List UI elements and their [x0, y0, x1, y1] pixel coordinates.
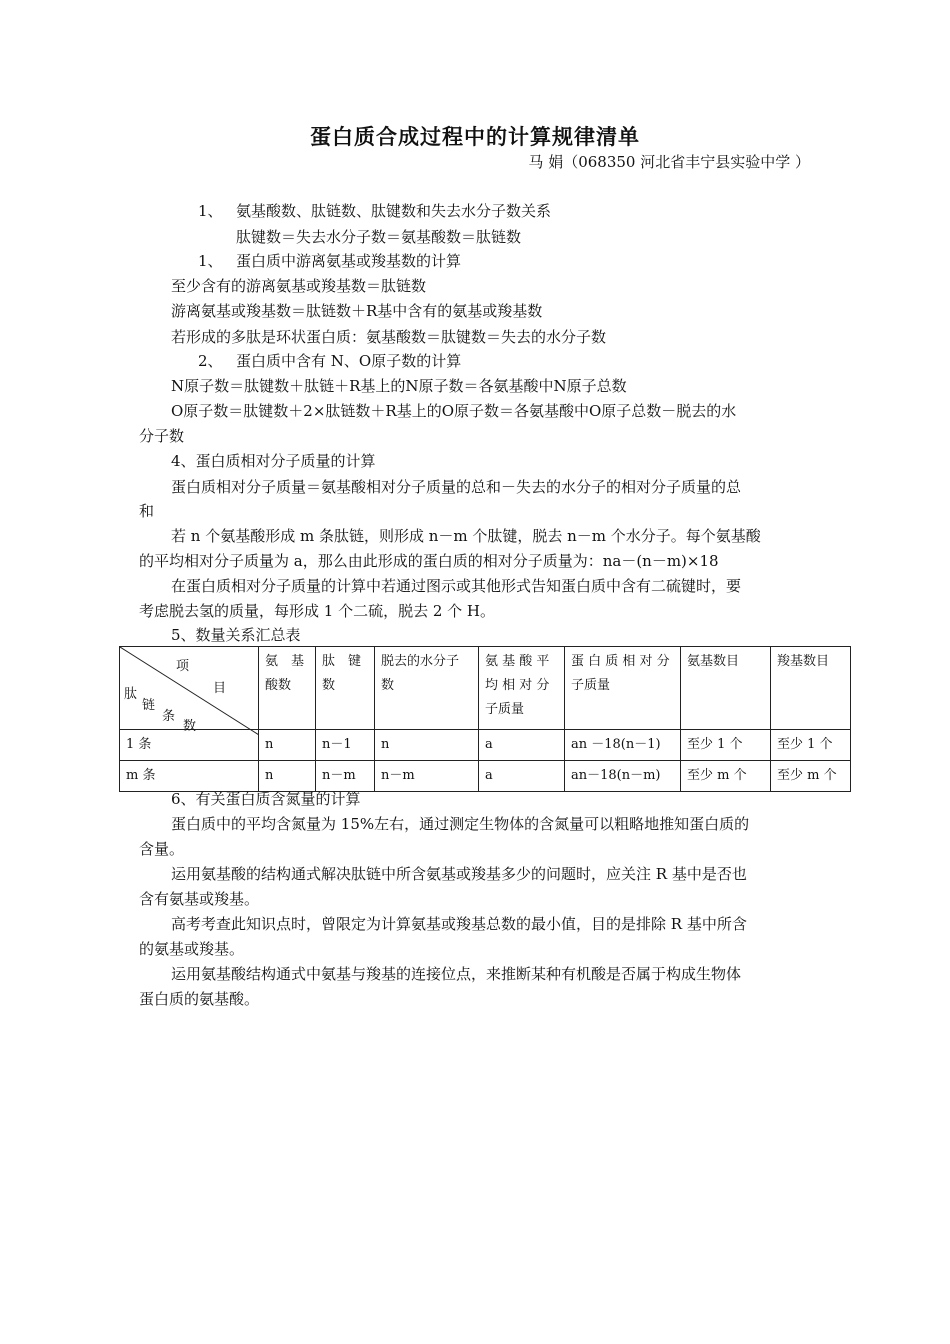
- corner-label: 链: [142, 698, 156, 713]
- section-title: 蛋白质中含有 N、O原子数的计算: [236, 352, 462, 370]
- paragraph: 含量。: [139, 840, 185, 858]
- table-cell: m 条: [120, 761, 259, 792]
- paragraph: 运用氨基酸的结构通式解决肽链中所含氨基或羧基多少的问题时，应关注 R 基中是否也: [171, 865, 747, 883]
- corner-label: 项: [176, 659, 190, 674]
- section-2-heading: [198, 251, 461, 271]
- section-3-heading: [198, 351, 461, 371]
- table-cell: n: [375, 730, 479, 761]
- header-cell: 氨基数目: [681, 647, 771, 730]
- paragraph: 至少含有的游离氨基或羧基数＝肽链数: [171, 277, 427, 295]
- paragraph: 运用氨基酸结构通式中氨基与羧基的连接位点，来推断某种有机酸是否属于构成生物体: [171, 965, 742, 983]
- table-cell: a: [479, 761, 565, 792]
- paragraph: 蛋白质中的平均含氮量为 15%左右，通过测定生物体的含氮量可以粗略地推知蛋白质的: [171, 815, 750, 833]
- header-cell: 羧基数目: [771, 647, 851, 730]
- table-cell: n－1: [316, 730, 375, 761]
- section-title: 蛋白质中游离氨基或羧基数的计算: [236, 252, 462, 270]
- table-cell: n－m: [375, 761, 479, 792]
- section-5-heading: 5、数量关系汇总表: [171, 626, 301, 644]
- table-cell: 至少 1 个: [681, 730, 771, 761]
- table-cell: 至少 m 个: [771, 761, 851, 792]
- paragraph: 蛋白质相对分子质量＝氨基酸相对分子质量的总和－失去的水分子的相对分子质量的总: [171, 478, 742, 496]
- paragraph: 肽键数＝失去水分子数＝氨基酸数＝肽链数: [236, 228, 522, 246]
- table-row: [120, 761, 851, 792]
- header-cell: 肽 键 数: [316, 647, 375, 730]
- paragraph: 蛋白质的氨基酸。: [139, 990, 260, 1008]
- paragraph: 若形成的多肽是环状蛋白质：氨基酸数＝肽键数＝失去的水分子数: [171, 328, 607, 346]
- table-cell: an－18(n－m): [565, 761, 681, 792]
- table-cell: a: [479, 730, 565, 761]
- corner-label: 目: [213, 681, 227, 696]
- paragraph: 高考考查此知识点时，曾限定为计算氨基或羧基总数的最小值，目的是排除 R 基中所含: [171, 915, 747, 933]
- corner-label: 条: [162, 709, 176, 724]
- paragraph: O原子数＝肽键数＋2×肽链数＋R基上的O原子数＝各氨基酸中O原子总数－脱去的水: [171, 402, 737, 420]
- paragraph: 游离氨基或羧基数＝肽链数＋R基中含有的氨基或羧基数: [171, 302, 543, 320]
- paragraph: 若 n 个氨基酸形成 m 条肽链，则形成 n－m 个肽键，脱去 n－m 个水分子。每个氨基酸: [171, 527, 761, 545]
- header-cell: 氨 基 酸数: [259, 647, 316, 730]
- header-cell: 氨 基 酸 平 均 相 对 分 子质量: [479, 647, 565, 730]
- table-header-row: [120, 647, 851, 730]
- page-title: 蛋白质合成过程中的计算规律清单: [310, 125, 640, 149]
- paragraph: 的平均相对分子质量为 a，那么由此形成的蛋白质的相对分子质量为：na－(n－m)×18: [139, 552, 719, 570]
- header-cell: 蛋 白 质 相 对 分 子质量: [565, 647, 681, 730]
- paragraph: 考虑脱去氢的质量，每形成 1 个二硫，脱去 2 个 H。: [139, 602, 496, 620]
- corner-label: 肽: [124, 687, 138, 702]
- table-cell: 1 条: [120, 730, 259, 761]
- header-cell: 脱去的水分子 数: [375, 647, 479, 730]
- paragraph: N原子数＝肽键数＋肽链＋R基上的N原子数＝各氨基酸中N原子总数: [171, 377, 627, 395]
- author-line: 马 娟（068350 河北省丰宁县实验中学 ）: [528, 153, 810, 171]
- table-cell: 至少 1 个: [771, 730, 851, 761]
- paragraph: 含有氨基或羧基。: [139, 890, 260, 908]
- corner-label: 数: [183, 719, 197, 734]
- table-cell: 至少 m 个: [681, 761, 771, 792]
- paragraph: 分子数: [139, 427, 185, 445]
- table-corner-cell: [120, 647, 259, 734]
- section-title: 氨基酸数、肽链数、肽键数和失去水分子数关系: [236, 202, 552, 220]
- section-4-heading: 4、蛋白质相对分子质量的计算: [171, 452, 376, 470]
- table-cell: n: [259, 730, 316, 761]
- section-6-heading: 6、有关蛋白质含氮量的计算: [171, 790, 361, 808]
- table-cell: n: [259, 761, 316, 792]
- paragraph: 在蛋白质相对分子质量的计算中若通过图示或其他形式告知蛋白质中含有二硫键时，要: [171, 577, 742, 595]
- summary-table: [119, 646, 851, 792]
- section-number: 1、: [198, 252, 223, 270]
- section-number: 2、: [198, 352, 223, 370]
- section-number: 1、: [198, 202, 223, 220]
- table-cell: an －18(n－1): [565, 730, 681, 761]
- table-cell: n－m: [316, 761, 375, 792]
- paragraph: 的氨基或羧基。: [139, 940, 245, 958]
- section-1-heading: [198, 201, 551, 221]
- paragraph: 和: [139, 502, 155, 520]
